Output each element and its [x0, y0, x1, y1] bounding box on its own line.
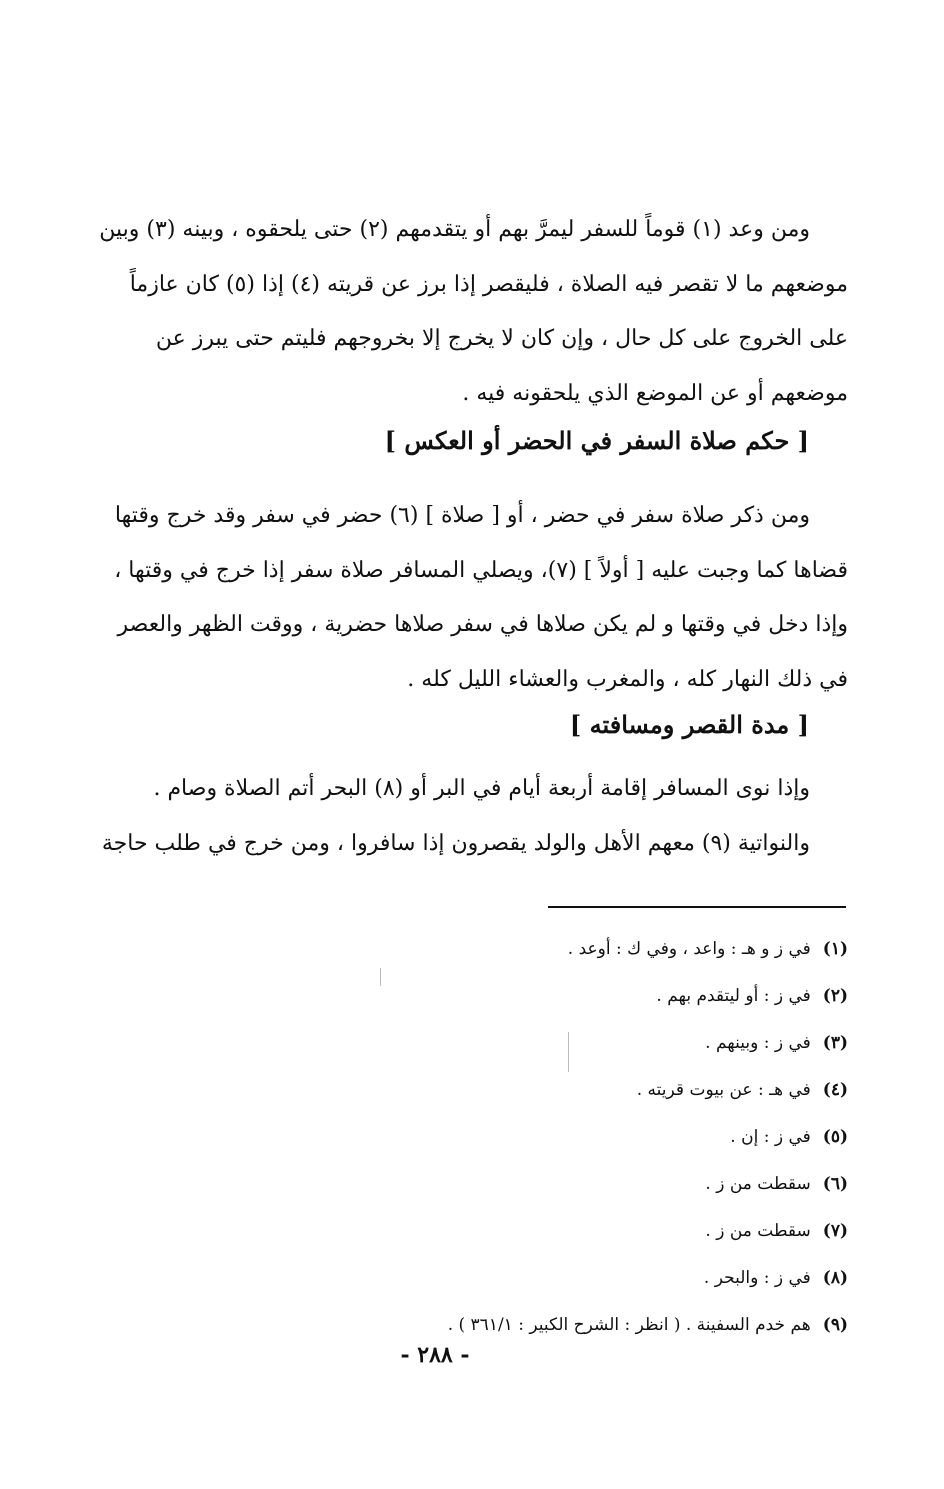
footnote-item [448, 1028, 848, 1075]
text-line: ومن وعد (١) قوماً للسفر ليمرَّ بهم أو يتقدمهم (٢) حتى يلحقوه ، وبينه (٣) وبين [99, 217, 810, 242]
footnote-item [448, 1075, 848, 1122]
text-line: والنواتية (٩) معهم الأهل والولد يقصرون إذا سافروا ، ومن خرج في طلب حاجة [101, 830, 810, 856]
footnote-text: في ز : أو ليتقدم بهم . [656, 986, 811, 1006]
section-heading-travel-prayer: [ حكم صلاة السفر في الحضر أو العكس ] [384, 426, 809, 455]
footnote-separator [548, 906, 846, 908]
text-line: وإذا نوى المسافر إقامة أربعة أيام في البر أو (٨) البحر أتم الصلاة وصام . [153, 776, 810, 801]
footnote-number: (٥) [822, 1127, 848, 1147]
footnote-item [448, 981, 848, 1028]
text-line: موضعهم أو عن الموضع الذي يلحقونه فيه . [462, 380, 848, 406]
page-number: - ٢٨٨ - [400, 1342, 470, 1368]
footnote-number: (٢) [822, 986, 848, 1006]
footnote-item [448, 934, 848, 981]
footnote-item [448, 1263, 848, 1310]
footnotes-list [448, 934, 848, 1357]
footnote-number: (٩) [822, 1315, 848, 1335]
footnote-number: (٤) [822, 1080, 848, 1100]
scan-mark [568, 1032, 569, 1072]
section-heading-shortening-duration: [ مدة القصر ومسافته ] [569, 710, 809, 739]
footnote-number: (٣) [822, 1033, 848, 1053]
footnote-text: سقطت من ز . [705, 1174, 811, 1194]
footnote-item [448, 1310, 848, 1357]
footnote-text: سقطت من ز . [705, 1221, 811, 1241]
footnote-text: في ز : إن . [730, 1127, 811, 1147]
footnote-number: (٨) [822, 1268, 848, 1288]
footnote-item [448, 1122, 848, 1169]
footnote-text: في هـ : عن بيوت قريته . [636, 1080, 811, 1100]
footnote-item [448, 1216, 848, 1263]
paragraph-travel-promise [78, 203, 848, 421]
text-line: موضعهم ما لا تقصر فيه الصلاة ، فليقصر إذا برز عن قريته (٤) إذا (٥) كان عازماً [129, 271, 848, 297]
footnote-item [448, 1169, 848, 1216]
text-line: قضاها كما وجبت عليه [ أولاً ] (٧)، ويصلي المسافر صلاة سفر إذا خرج في وقتها ، [114, 557, 848, 583]
footnote-text: في ز : وبينهم . [705, 1033, 811, 1053]
footnote-text: هم خدم السفينة . ( انظر : الشرح الكبير : ٣٦١/١ ) . [447, 1315, 811, 1335]
footnote-number: (٧) [822, 1221, 848, 1241]
text-line: في ذلك النهار كله ، والمغرب والعشاء الليل كله . [407, 666, 848, 692]
text-line: على الخروج على كل حال ، وإن كان لا يخرج إلا بخروجهم فليتم حتى يبرز عن [155, 326, 848, 351]
text-line: ومن ذكر صلاة سفر في حضر ، أو [ صلاة ] (٦) حضر في سفر وقد خرج وقتها [114, 503, 810, 528]
paragraph-residence-period [78, 762, 848, 871]
paragraph-missed-prayer [78, 489, 848, 707]
text-line: وإذا دخل في وقتها و لم يكن صلاها في سفر صلاها حضرية ، ووقت الظهر والعصر [117, 612, 848, 637]
footnote-text: في ز : والبحر . [703, 1268, 811, 1288]
scan-mark [380, 968, 381, 986]
footnote-text: في ز و هـ : واعد ، وفي ك : أوعد . [567, 939, 811, 959]
footnote-number: (١) [822, 939, 848, 959]
footnote-number: (٦) [822, 1174, 848, 1194]
